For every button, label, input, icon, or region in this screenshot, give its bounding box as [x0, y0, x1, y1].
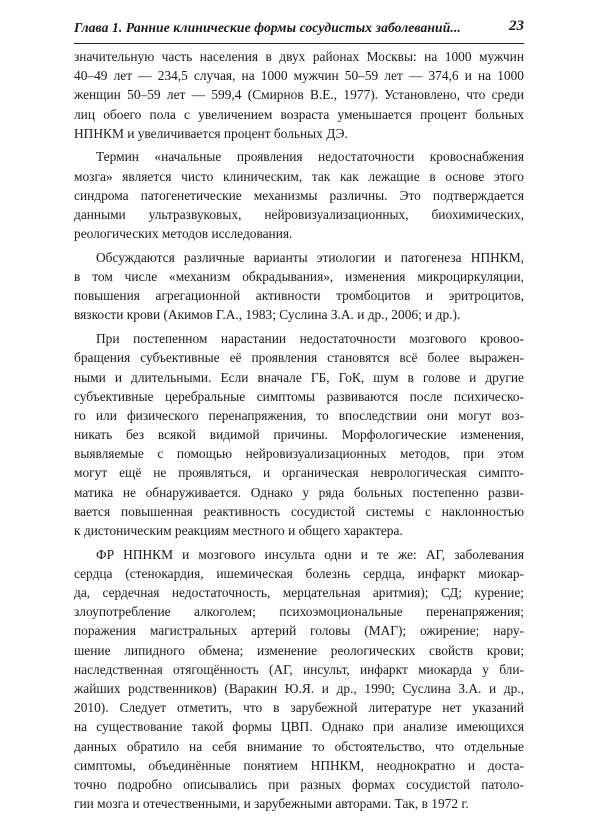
text-line: Термин «начальные проявления недостаточности кровоснабжения [96, 149, 524, 165]
text-line: шение липидного обмена; изменение реологических свойств крови; [74, 642, 524, 658]
text-line: данными ультразвуковых, нейровизуализационных, биохимических, [74, 207, 524, 222]
text-line: 40–49 лет — 234,5 случая, на 1000 мужчин 50–59 лет — 374,6 и на 1000 [74, 68, 524, 84]
paragraph [74, 147, 524, 243]
text-line: мозга» является чисто клиническим, так как лежащие в основе этого [74, 168, 524, 184]
text-line: гии мозга и отечественными, и зарубежными авторами. Так, в 1972 г. [74, 796, 469, 812]
text-line: вязкости крови (Акимов Г.А., 1983; Суслина З.А. и др., 2006; и др.). [74, 307, 461, 323]
text-line: ФР НПНКМ и мозгового инсульта одни и те же: АГ, заболевания [96, 546, 524, 562]
text-line: на существование такой формы ЦВП. Однако при анализе имеющихся [74, 719, 524, 735]
body-text [74, 47, 524, 818]
text-line: вается повышенная реактивность сосудистой системы с наклонностью [74, 503, 524, 519]
text-line: значительную часть населения в двух районах Москвы: на 1000 мужчин [74, 49, 524, 64]
text-line: выявляемые с помощью нейровизуализационных методов, при этом [74, 446, 524, 462]
text-line: злоупотребление алкоголем; психоэмоциональные перенапряжения; [74, 604, 524, 620]
text-line: 2010). Следует отметить, что в зарубежной литературе нет указаний [74, 700, 524, 716]
text-line: никать без всякой видимой причины. Морфологические изменения, [74, 427, 524, 443]
text-line: повышения агрегационной активности тромбоцитов и эритроцитов, [74, 288, 524, 304]
text-line: данных обратило на себя внимание то обстоятельство, что отдельные [74, 738, 524, 754]
text-line: Обсуждаются различные варианты этиологии и патогенеза НПНКМ, [96, 249, 524, 265]
text-line: да, сердечная недостаточность, мерцательная аритмия); СД; курение; [74, 585, 524, 601]
text-line: сердца (стенокардия, ишемическая болезнь сердца, инфаркт миокар- [74, 565, 524, 581]
text-line: синдрома патогенетические механизмы различны. Это подтверждается [74, 187, 524, 203]
paragraph [74, 248, 524, 325]
text-line: бращения субъективные её проявления становятся всё более выражен- [74, 350, 524, 366]
paragraph [74, 329, 524, 540]
running-header [74, 17, 524, 44]
text-line: точно подробно описывались при разных формах сосудистой патоло- [74, 776, 524, 792]
text-line: к дистоническим реакциям местного и общего характера. [74, 523, 403, 538]
text-line: субъективные церебральные симптомы развиваются после психическо- [74, 388, 524, 404]
page-number: 23 [509, 18, 524, 34]
text-line: НПНКМ и увеличивается процент больных ДЭ. [74, 125, 348, 141]
text-line: симптомы, объединённые понятием НПНКМ, неоднократно и доста- [74, 757, 524, 773]
paragraph [74, 545, 524, 814]
text-line: ными и длительными. Если вначале ГБ, ГоК, шум в голове и другие [74, 369, 524, 385]
text-line: могут ещё не проявляться, и органическая неврологическая симпто- [74, 465, 524, 481]
paragraph [74, 47, 524, 143]
text-line: женщин 50–59 лет — 599,4 (Смирнов В.Е., 1977). Установлено, что среди [74, 87, 524, 103]
text-line: жайших родственников) (Варакин Ю.Я. и др., 1990; Суслина З.А. и др., [74, 681, 524, 696]
text-line: матика не обнаруживается. Однако у ряда больных постепенно разви- [74, 484, 524, 500]
text-line: го или физического перенапряжения, то впоследствии они могут воз- [74, 407, 524, 423]
text-line: наследственная отягощённость (АГ, инсульт, инфаркт миокарда у бли- [74, 661, 524, 677]
text-line: в том числе «механизм обкрадывания», изменения микроциркуляции, [74, 269, 524, 285]
text-line: При постепенном нарастании недостаточности мозгового кровоо- [96, 331, 524, 347]
text-line: реологических методов исследования. [74, 226, 293, 242]
text-line: лиц обоего пола с увеличением возраста уменьшается процент больных [74, 106, 524, 122]
text-line: поражения магистральных артерий головы (МАГ); ожирение; нару- [74, 623, 524, 639]
chapter-title: Глава 1. Ранние клинические формы сосудистых заболеваний... [74, 20, 461, 35]
